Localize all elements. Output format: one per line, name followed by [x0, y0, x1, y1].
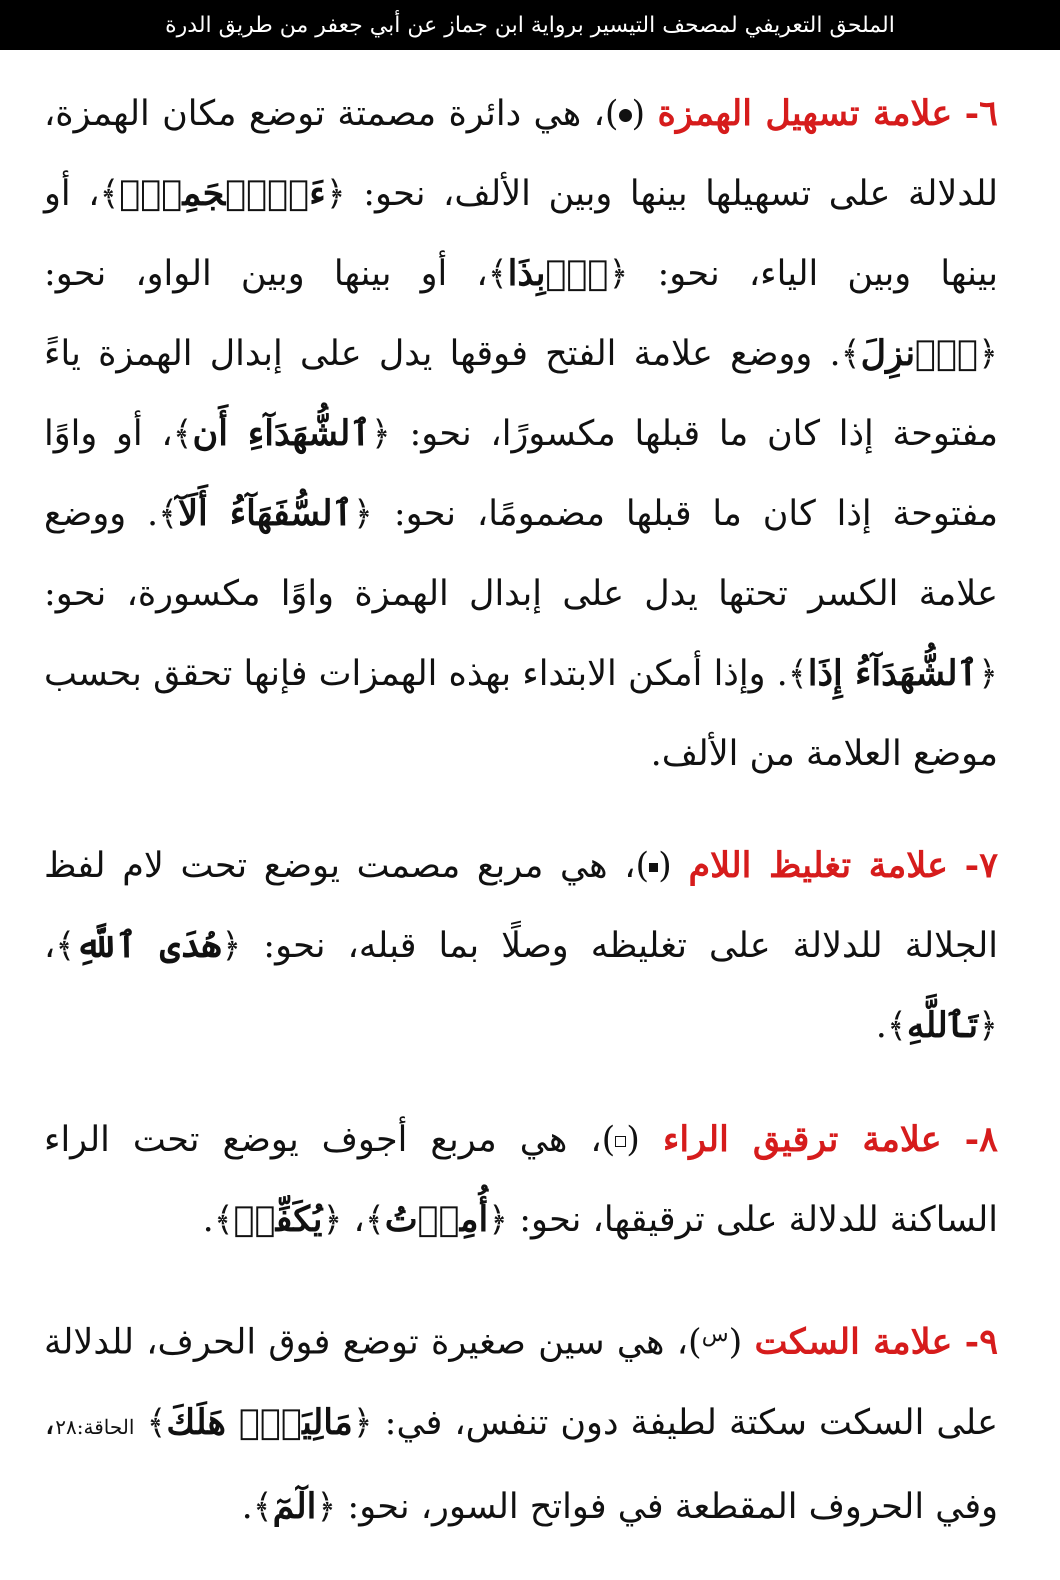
- page-body: [0, 50, 1060, 1580]
- section-sakt: ٩- علامة السكت ($^س$)، هي سين صغيرة توضع فوق الحرف، للدلالة على السكت سكتة لطيفة دون تنفس، في: ﴿مَالِيَهۡۜ هَلَكَ﴾ الحاقة:٢٨، وفي الحروف المقطعة في فواتح السور، نحو: ﴿الٓمٓ﴾.: [44, 1321, 999, 1527]
- quran-example: أَ۬نزِلَ: [860, 333, 979, 374]
- quran-example: أُمِرۡتُ: [384, 1199, 489, 1240]
- quran-example: ٱلشُّهَدَآءُ إِذَا: [807, 653, 979, 694]
- section-ra-tarqeeq: ٨- علامة ترقيق الراء ()، هي مربع أجوف يوضع تحت الراء الساكنة للدلالة على ترقيقها، نحو: ﴿أُمِرۡتُ﴾، ﴿يُكَفِّرۡ﴾.: [44, 1119, 998, 1240]
- section-number: ٩-: [964, 1321, 999, 1363]
- quran-example: يُكَفِّرۡ: [233, 1199, 323, 1240]
- running-header: [0, 0, 1060, 50]
- hollow-square-symbol: [615, 1136, 626, 1147]
- quran-example: الٓمٓ: [272, 1485, 317, 1527]
- quran-example: تَٱللَّهِ: [906, 1005, 979, 1046]
- quran-example: ٱلسُّفَهَآءُ أَلَآ: [178, 493, 354, 534]
- quran-example: ءَا۬عۡجَمِيّٞ: [119, 173, 326, 214]
- section-number: ٦-: [964, 93, 998, 134]
- filled-circle-symbol: [619, 109, 632, 122]
- quran-example: هُدَى ٱللَّهِ: [75, 925, 222, 966]
- filled-square-symbol: [649, 863, 658, 872]
- section-title: علامة تسهيل الهمزة: [657, 93, 953, 134]
- quran-example: مَالِيَهۡۜ هَلَكَ: [166, 1401, 353, 1443]
- section-hamza-tasheel: ٦- علامة تسهيل الهمزة ()، هي دائرة مصمتة توضع مكان الهمزة، للدلالة على تسهيلها بينها وبين الألف، نحو: ﴿ءَا۬عۡجَمِيّٞ﴾، أو بينها وبين الياء، نحو: ﴿أَ۬بِذَا﴾، أو بينها وبين الواو، نحو: ﴿أَ۬نزِلَ﴾. ووضع علامة الفتح فوقها يدل على إبدال الهمزة ياءً مفتوحة إذا كان ما قبلها مكسورًا، نحو: ﴿ٱلشُّهَدَآءِ أَن﴾، أو واوًا مفتوحة إذا كان ما قبلها مضمومًا، نحو: ﴿ٱلسُّفَهَآءُ أَلَآ﴾. ووضع علامة الكسر تحتها يدل على إبدال الهمزة واوًا مكسورة، نحو: ﴿ٱلشُّهَدَآءُ إِذَا﴾. وإذا أمكن الابتداء بهذه الهمزات فإنها تحقق بحسب موضع العلامة من الألف.: [44, 93, 999, 774]
- quran-example: أَ۬بِذَا: [507, 253, 609, 294]
- section-number: ٧-: [964, 845, 998, 886]
- section-number: ٨-: [964, 1119, 998, 1160]
- small-seen-symbol: س: [701, 1322, 729, 1347]
- section-title: علامة تغليظ اللام: [688, 845, 949, 886]
- verse-reference: الحاقة:٢٨: [55, 1414, 135, 1439]
- quran-example: ٱلشُّهَدَآءِ أَن: [192, 413, 371, 454]
- header-title: الملحق التعريفي لمصحف التيسير برواية ابن جماز عن أبي جعفر من طريق الدرة: [165, 12, 895, 38]
- section-title: علامة السكت: [754, 1321, 953, 1363]
- section-lam-taghleez: ٧- علامة تغليظ اللام ()، هي مربع مصمت يوضع تحت لام لفظ الجلالة للدلالة على تغليظه وصلًا بما قبله، نحو: ﴿هُدَى ٱللَّهِ﴾، ﴿تَٱللَّهِ﴾.: [44, 845, 998, 1046]
- section-title: علامة ترقيق الراء: [662, 1119, 942, 1160]
